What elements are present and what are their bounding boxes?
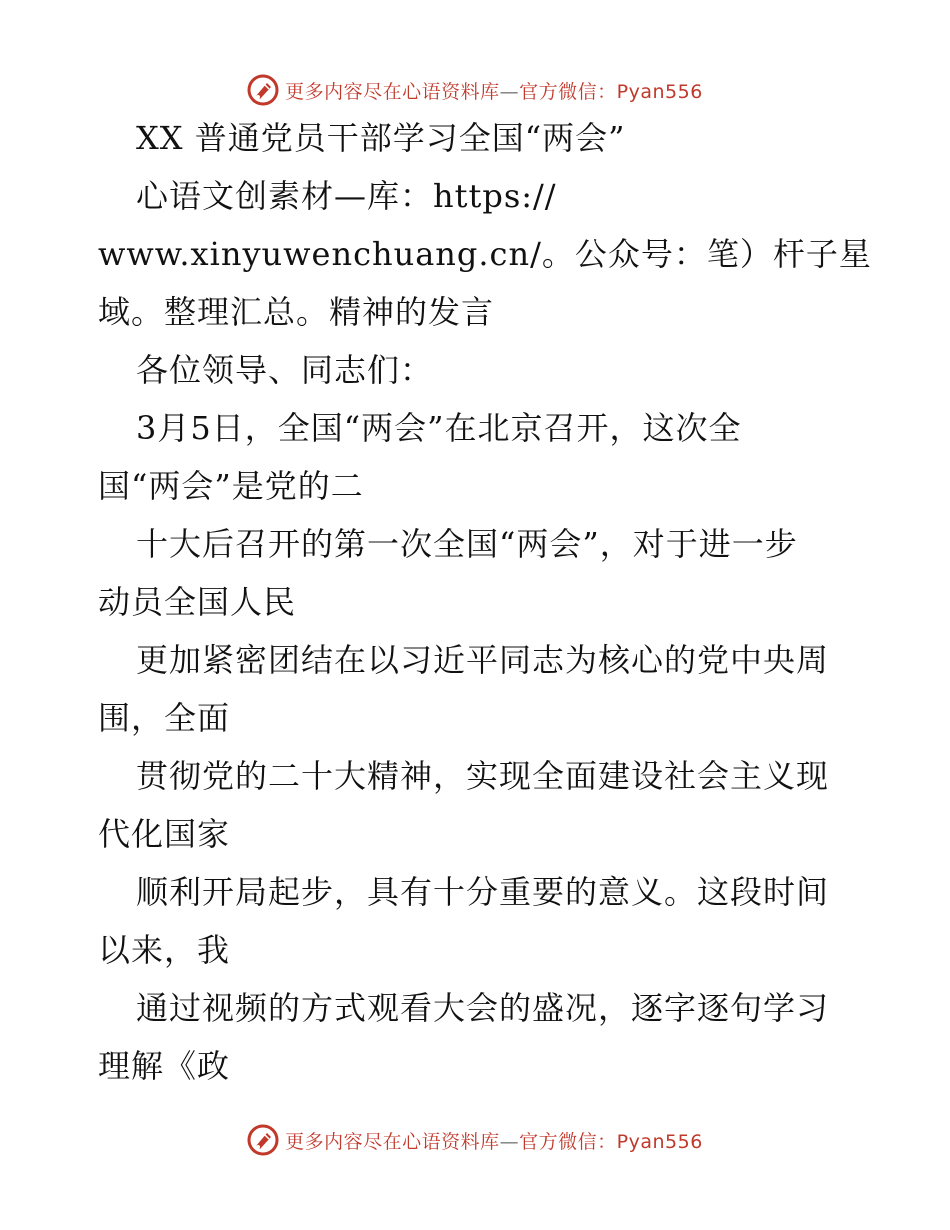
header-banner	[0, 70, 950, 110]
body-line: 动员全国人民	[98, 583, 297, 621]
footer-banner-text	[285, 1127, 703, 1154]
header-banner-text	[285, 77, 703, 104]
footer-banner-dash: —	[499, 1130, 520, 1153]
pen-nib-logo-icon	[247, 1124, 279, 1156]
body-line: 代化国家	[98, 815, 231, 853]
body-line: 国“两会”是党的二	[98, 467, 364, 505]
body-line: 贯彻党的二十大精神，实现全面建设社会主义现	[136, 757, 830, 795]
body-line: 3月5日，全国“两会”在北京召开，这次全	[136, 409, 742, 447]
body-line: 通过视频的方式观看大会的盛况，逐字逐句学习	[136, 989, 830, 1027]
body-line: 围，全面	[98, 699, 231, 737]
body-line: 顺利开局起步，具有十分重要的意义。这段时间	[136, 873, 830, 911]
body-line: 更加紧密团结在以习近平同志为核心的党中央周	[136, 641, 830, 679]
body-line: 理解《政	[98, 1047, 231, 1085]
pen-nib-logo-icon	[247, 74, 279, 106]
body-line-salutation: 各位领导、同志们：	[136, 351, 434, 389]
body-line: 域。整理汇总。精神的发言	[98, 293, 495, 331]
header-banner-dash: —	[499, 80, 520, 103]
body-line: 心语文创素材—库：https://	[136, 177, 557, 215]
footer-banner-wechat: 官方微信：Pyan556	[519, 1130, 703, 1153]
body-line: 以来，我	[98, 931, 231, 969]
header-banner-wechat: 官方微信：Pyan556	[519, 80, 703, 103]
footer-banner	[0, 1120, 950, 1160]
footer-banner-title: 更多内容尽在心语资料库	[285, 1130, 500, 1153]
body-line-title: XX 普通党员干部学习全国“两会”	[136, 119, 626, 157]
header-banner-title: 更多内容尽在心语资料库	[285, 80, 500, 103]
body-line: 十大后召开的第一次全国“两会”，对于进一步	[136, 525, 798, 563]
body-line: www.xinyuwenchuang.cn/。公众号：笔）杆子星	[98, 235, 872, 273]
